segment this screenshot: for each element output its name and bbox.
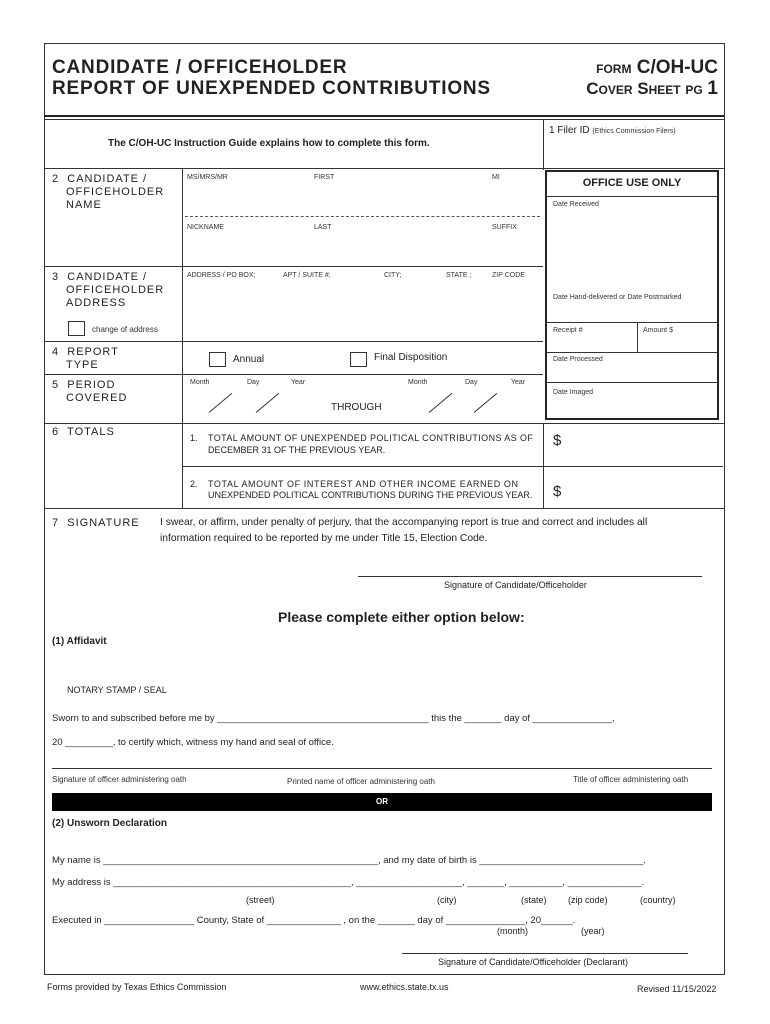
from-month-label: Month [190, 379, 210, 386]
name-divider [185, 216, 540, 217]
address-label: ADDRESS / PO BOX; [187, 272, 256, 279]
officer-signature-line[interactable] [52, 768, 712, 769]
ms-label: MS/MRS/MR [187, 174, 228, 181]
my-name-line[interactable]: My name is ____________________________________________________, and my date of birth is _______________________________. [52, 855, 646, 866]
total1-amount-field[interactable] [568, 428, 718, 462]
form-title-line2: REPORT OF UNEXPENDED CONTRIBUTIONS [52, 78, 491, 99]
page-number: 1 [707, 78, 718, 99]
footer-revised: Revised 11/15/2022 [637, 984, 717, 994]
to-date-field[interactable] [395, 388, 540, 416]
total1-text-line1: TOTAL AMOUNT OF UNEXPENDED POLITICAL CONTRIBUTIONS AS OF [208, 433, 534, 443]
my-address-line[interactable]: My address is _____________________________________________, ____________________, _______, __________, ______________. [52, 877, 645, 888]
to-year-label: Year [511, 379, 526, 386]
filer-id-label [549, 125, 676, 136]
office-use-divider [547, 382, 717, 383]
to-month-label: Month [408, 379, 428, 386]
from-year-label: Year [291, 379, 306, 386]
left-column-divider [182, 168, 183, 508]
total2-text-line2: UNEXPENDED POLITICAL CONTRIBUTIONS DURING THE PREVIOUS YEAR. [208, 490, 533, 500]
total2-num: 2. [190, 479, 198, 489]
instruction-text: The C/OH-UC Instruction Guide explains how to complete this form. [108, 138, 430, 149]
receipt-label: Receipt # [553, 327, 583, 334]
cover-sheet-label [586, 78, 718, 100]
from-date-field[interactable] [185, 388, 325, 416]
row-divider-3 [44, 341, 543, 342]
executed-line[interactable]: Executed in _________________ County, State of ______________ , on the _______ day of _______________, 20______. [52, 915, 576, 926]
form-id [596, 57, 718, 80]
annual-label: Annual [233, 354, 265, 365]
date-hand-delivered-label: Date Hand-delivered or Date Postmarked [553, 294, 682, 301]
suffix-label: SUFFIX [492, 224, 517, 231]
or-label: OR [376, 797, 388, 806]
date-received-label: Date Received [553, 201, 599, 208]
unsworn-heading: (2) Unsworn Declaration [52, 818, 168, 829]
date-imaged-label: Date Imaged [553, 389, 594, 396]
state-label: STATE ; [446, 272, 472, 279]
change-of-address-label: change of address [92, 325, 158, 334]
total1-text-line2: DECEMBER 31 OF THE PREVIOUS YEAR. [208, 445, 386, 455]
receipt-amount-divider [637, 322, 638, 352]
officer-title-caption: Title of officer administering oath [573, 775, 689, 784]
zip-label: ZIP CODE [492, 272, 525, 279]
oath-text-line2: information required to be reported by me under Title 15, Election Code. [160, 533, 488, 544]
row-divider-6 [44, 508, 724, 509]
filer-id-num: 1 [549, 125, 555, 136]
year-caption: (year) [581, 926, 605, 936]
total2-amount-field[interactable] [568, 470, 718, 504]
header-divider [44, 115, 724, 117]
candidate-signature-line[interactable] [358, 576, 702, 577]
office-use-title: OFFICE USE ONLY [582, 177, 682, 189]
office-use-divider [547, 352, 717, 353]
address-field[interactable] [185, 282, 540, 337]
final-disposition-label: Final Disposition [374, 352, 448, 363]
office-use-box [545, 170, 719, 420]
cover-sheet-text: Cover Sheet pg [586, 79, 703, 98]
zip-caption: (zip code) [568, 895, 608, 905]
row-divider-4 [44, 374, 543, 375]
month-caption: (month) [497, 926, 529, 936]
totals-divider [182, 466, 723, 467]
last-name-label: LAST [314, 224, 332, 231]
row-divider-2 [44, 266, 543, 267]
filer-id-field[interactable] [545, 140, 720, 168]
first-name-field[interactable] [185, 182, 540, 212]
filer-id-divider [543, 120, 544, 170]
apt-label: APT / SUITE #; [283, 272, 331, 279]
from-day-label: Day [247, 379, 260, 386]
notary-stamp-label: NOTARY STAMP / SEAL [67, 685, 167, 695]
certify-statement: 20 _________, to certify which, witness my hand and seal of office. [52, 737, 334, 748]
annual-checkbox[interactable] [209, 352, 226, 367]
section4-label: 4 REPORT TYPE [52, 346, 119, 371]
footer-provider: Forms provided by Texas Ethics Commission [47, 982, 227, 992]
amount-label: Amount $ [643, 327, 673, 334]
section7-label: 7 SIGNATURE [52, 517, 140, 529]
country-caption: (country) [640, 895, 676, 905]
first-name-label: FIRST [314, 174, 335, 181]
street-caption: (street) [246, 895, 275, 905]
section3-label: 3 CANDIDATE / OFFICEHOLDER ADDRESS [52, 271, 165, 309]
mi-label: MI [492, 174, 500, 181]
section2-label: 2 CANDIDATE / OFFICEHOLDER NAME [52, 173, 165, 211]
nickname-label: NICKNAME [187, 224, 224, 231]
state-caption: (state) [521, 895, 547, 905]
header-divider-2 [44, 119, 724, 120]
total1-num: 1. [190, 433, 198, 443]
filer-id-note: (Ethics Commission Filers) [592, 128, 676, 135]
oath-text-line1: I swear, or affirm, under penalty of perjury, that the accompanying report is true and correct and includes all [160, 517, 648, 528]
form-code: C/OH-UC [636, 57, 718, 78]
section6-label: 6 TOTALS [52, 426, 115, 438]
filer-id-text: Filer ID [557, 125, 590, 136]
to-day-label: Day [465, 379, 478, 386]
candidate-signature-caption: Signature of Candidate/Officeholder [444, 580, 587, 590]
final-disposition-checkbox[interactable] [350, 352, 367, 367]
sworn-statement: Sworn to and subscribed before me by ________________________________________ this the _______ day of _______________, [52, 713, 615, 724]
total2-dollar-sign: $ [553, 483, 562, 500]
total2-text-line1: TOTAL AMOUNT OF INTEREST AND OTHER INCOME EARNED ON [208, 479, 519, 489]
row-divider-top [44, 168, 724, 169]
last-name-field[interactable] [185, 232, 540, 262]
city-caption: (city) [437, 895, 457, 905]
total1-dollar-sign: $ [553, 432, 562, 449]
or-bar [52, 793, 712, 811]
declarant-signature-line[interactable] [402, 953, 688, 954]
section5-label: 5 PERIOD COVERED [52, 379, 128, 404]
form-title-line1: CANDIDATE / OFFICEHOLDER [52, 57, 348, 78]
date-processed-label: Date Processed [553, 356, 603, 363]
officer-signature-caption: Signature of officer administering oath [52, 775, 187, 784]
city-label: CITY; [384, 272, 402, 279]
office-use-divider [547, 196, 717, 197]
form-word: FORM [596, 62, 632, 76]
change-of-address-checkbox[interactable] [68, 321, 85, 336]
row-divider-5 [44, 423, 724, 424]
footer-website[interactable]: www.ethics.state.tx.us [360, 982, 449, 992]
options-heading: Please complete either option below: [278, 609, 525, 625]
declarant-signature-caption: Signature of Candidate/Officeholder (Declarant) [438, 957, 628, 967]
office-use-divider [547, 322, 717, 323]
through-label: THROUGH [331, 402, 382, 413]
affidavit-heading: (1) Affidavit [52, 636, 107, 647]
officer-printed-name-caption: Printed name of officer administering oath [287, 777, 435, 786]
